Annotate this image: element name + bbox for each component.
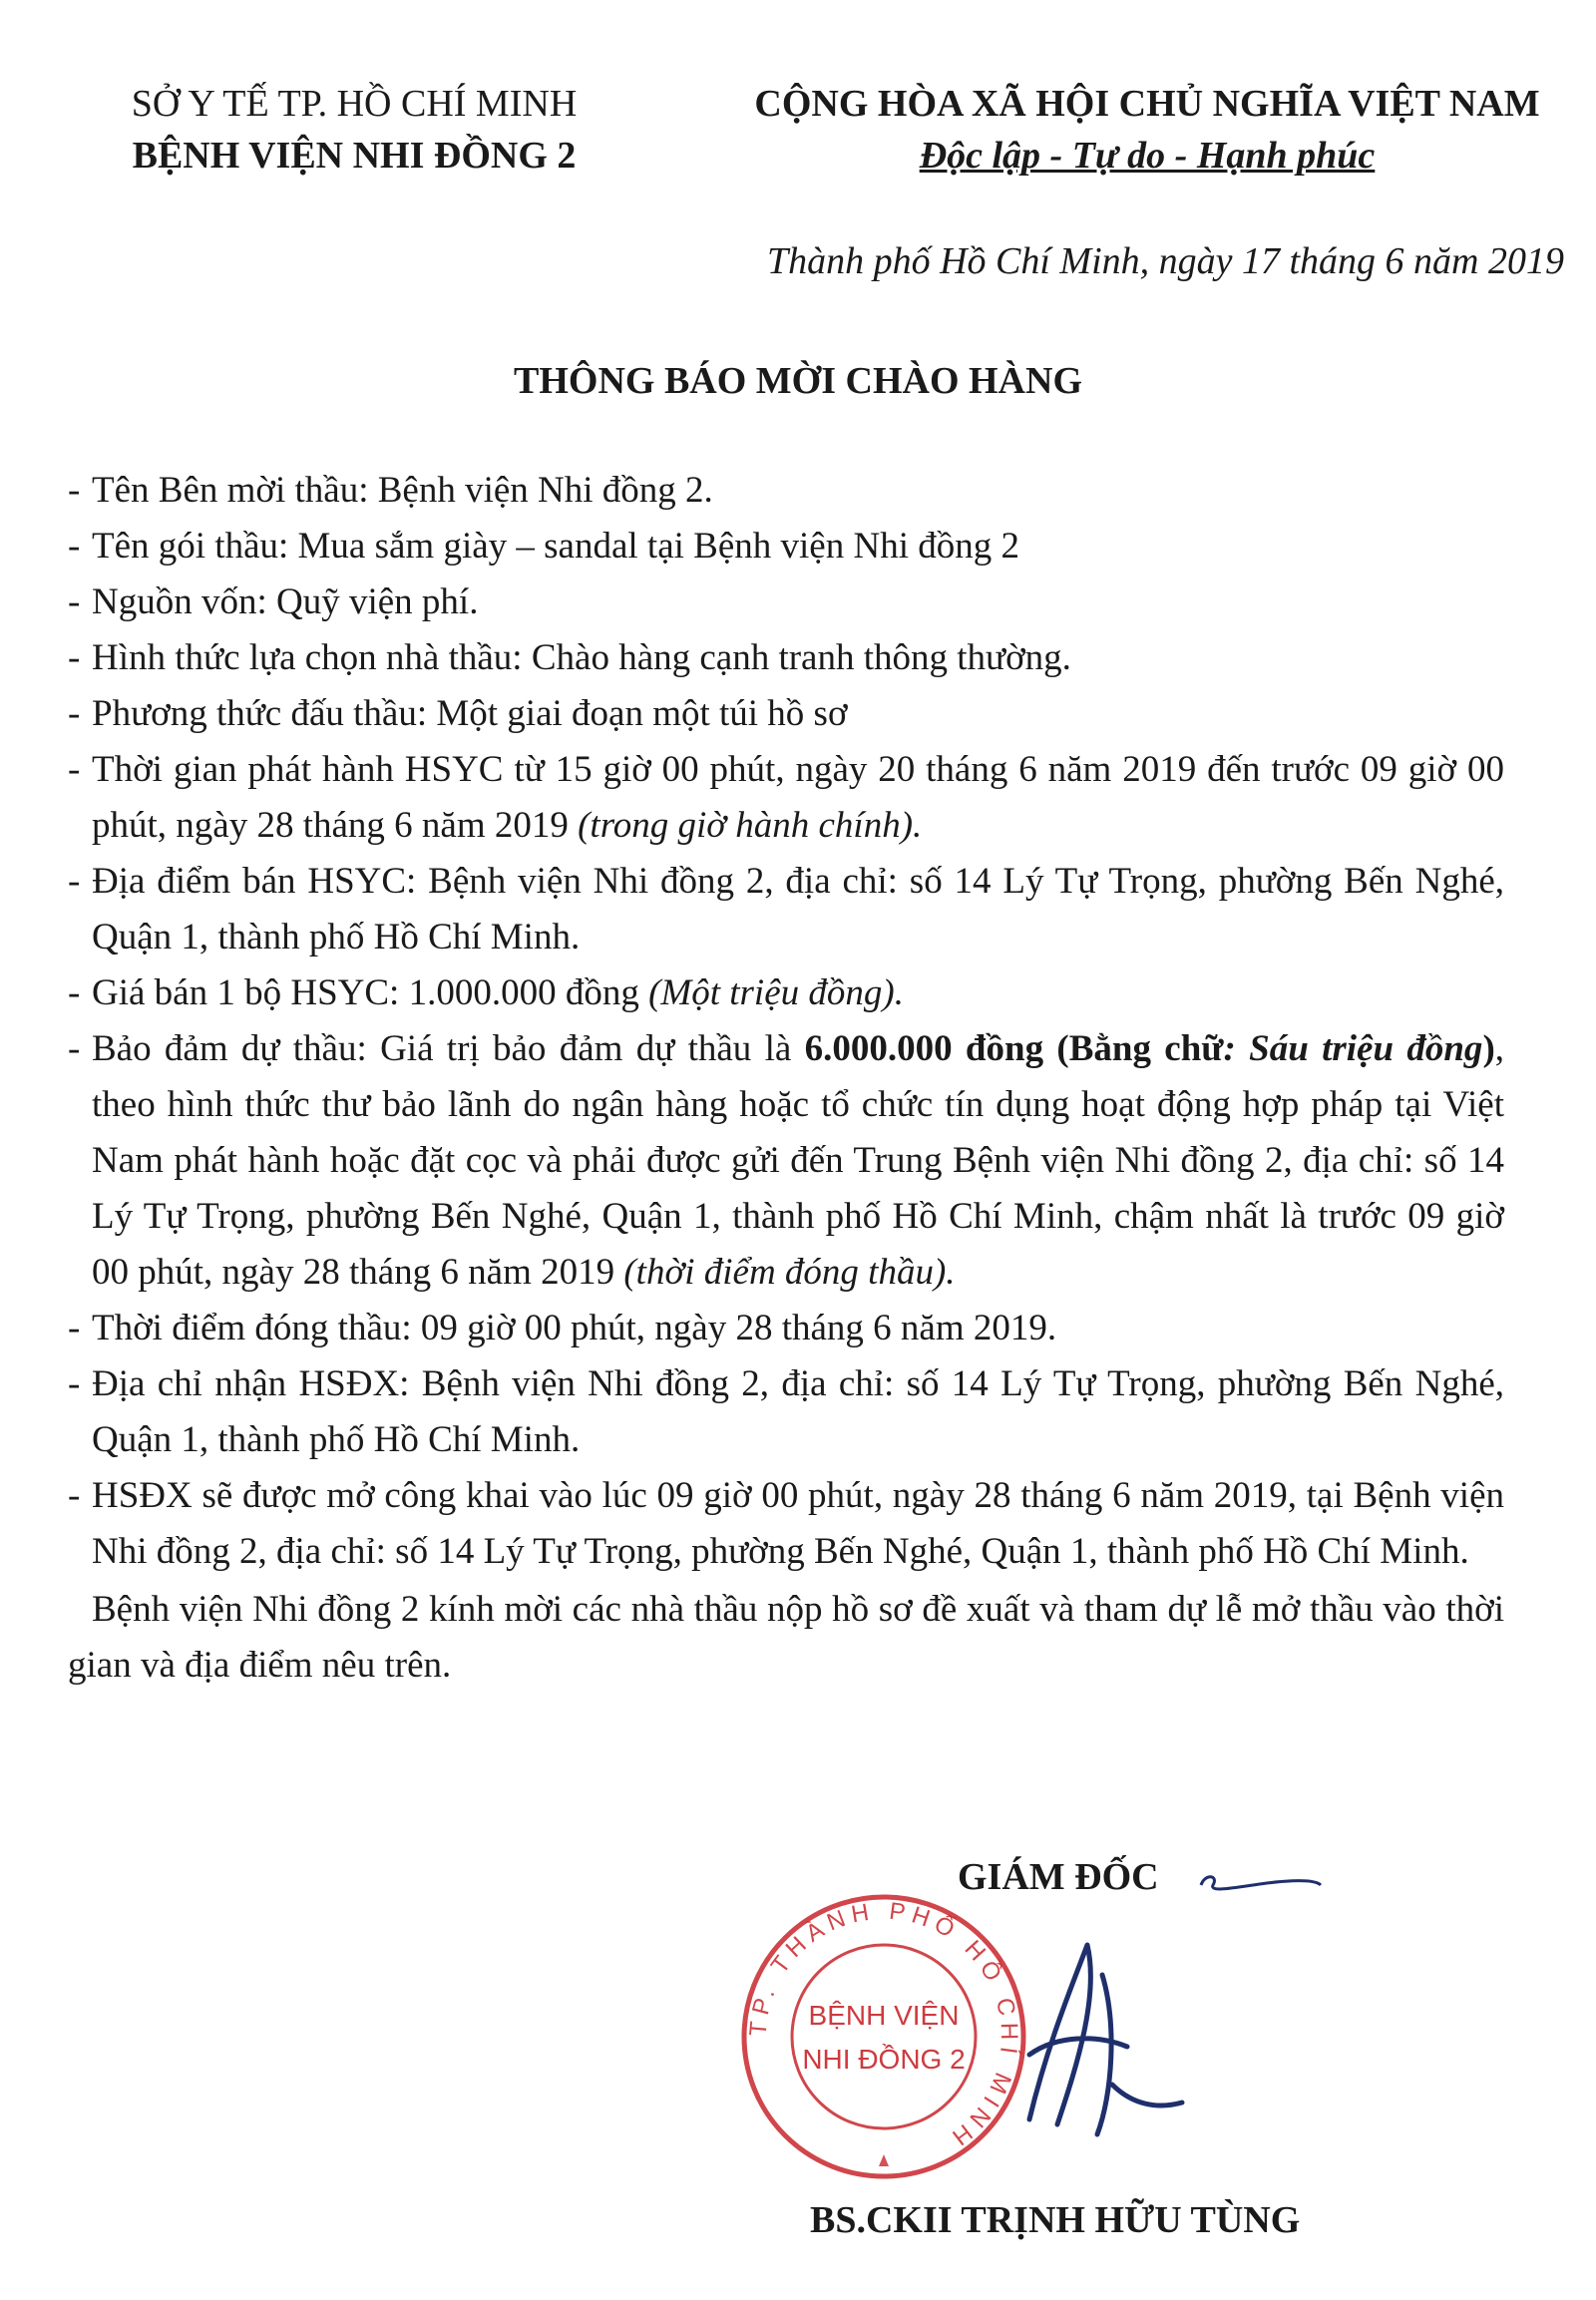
document-title: THÔNG BÁO MỜI CHÀO HÀNG (513, 360, 1083, 402)
list-item: - HSĐX sẽ được mở công khai vào lúc 09 giờ 00 phút, ngày 28 tháng 6 năm 2019, tại Bệnh viện Nhi đồng 2, địa chỉ: số 14 Lý Tự Trọng, phường Bến Nghé, Quận 1, thành phố Hồ Chí Minh. (68, 1475, 1504, 1572)
list-item: - Địa điểm bán HSYC: Bệnh viện Nhi đồng 2, địa chỉ: số 14 Lý Tự Trọng, phường Bến Nghé, Quận 1, thành phố Hồ Chí Minh. (68, 861, 1504, 958)
official-stamp (734, 1887, 1033, 2186)
closing-paragraph: Bệnh viện Nhi đồng 2 kính mời các nhà thầu nộp hồ sơ đề xuất và tham dự lễ mở thầu vào thời gian và địa điểm nêu trên. (68, 1589, 1504, 1686)
list-item: - Thời điểm đóng thầu: 09 giờ 00 phút, ngày 28 tháng 6 năm 2019. (68, 1308, 1057, 1348)
stamp-line2: NHI ĐỒNG 2 (802, 2044, 966, 2075)
list-item: - Hình thức lựa chọn nhà thầu: Chào hàng cạnh tranh thông thường. (68, 637, 1071, 678)
handwritten-signature (1017, 1935, 1187, 2144)
national-motto: Độc lập - Tự do - Hạnh phúc (919, 135, 1376, 177)
document-body (68, 463, 1504, 1694)
list-item-bid-security: - Bảo đảm dự thầu: Giá trị bảo đảm dự thầu là 6.000.000 đồng (Bằng chữ: Sáu triệu đồng), theo hình thức thư bảo lãnh do ngân hàng hoặc tổ chức tín dụng hoạt động hợp pháp tại Việt Nam phát hành hoặc đặt cọc và phải được gửi đến Trung Bệnh viện Nhi đồng 2, địa chỉ: số 14 Lý Tự Trọng, phường Bến Nghé, Quận 1, thành phố Hồ Chí Minh, chậm nhất là trước 09 giờ 00 phút, ngày 28 tháng 6 năm 2019 (thời điểm đóng thầu). (68, 1028, 1505, 1293)
stamp-line1: BỆNH VIỆN (808, 2000, 960, 2031)
initial-flourish (1197, 1863, 1327, 1899)
list-item: - Phương thức đấu thầu: Một giai đoạn một túi hồ sơ (68, 693, 848, 734)
list-item: - Tên gói thầu: Mua sắm giày – sandal tại Bệnh viện Nhi đồng 2 (68, 526, 1019, 567)
national-title: CỘNG HÒA XÃ HỘI CHỦ NGHĨA VIỆT NAM (754, 83, 1540, 125)
issuer-department: SỞ Y TẾ TP. HỒ CHÍ MINH (131, 83, 578, 125)
list-item: - Địa chỉ nhận HSĐX: Bệnh viện Nhi đồng 2, địa chỉ: số 14 Lý Tự Trọng, phường Bến Nghé, Quận 1, thành phố Hồ Chí Minh. (68, 1363, 1504, 1460)
list-item: - Giá bán 1 bộ HSYC: 1.000.000 đồng (Một triệu đồng). (68, 972, 904, 1013)
issuer-header (95, 78, 613, 182)
list-item: - Thời gian phát hành HSYC từ 15 giờ 00 phút, ngày 20 tháng 6 năm 2019 đến trước 09 giờ 00 phút, ngày 28 tháng 6 năm 2019 (trong giờ hành chính). (68, 749, 1504, 846)
list-item: - Tên Bên mời thầu: Bệnh viện Nhi đồng 2. (68, 470, 713, 511)
stamp-ring-text: TP. THÀNH PHỐ HỒ CHÍ MINH (744, 1897, 1023, 2154)
national-header (718, 78, 1576, 182)
date-line: Thành phố Hồ Chí Minh, ngày 17 tháng 6 năm 2019 (766, 240, 1564, 282)
list-item: - Nguồn vốn: Quỹ viện phí. (68, 581, 479, 622)
signatory-name: BS.CKII TRỊNH HỮU TÙNG (810, 2199, 1301, 2241)
issuer-hospital: BỆNH VIỆN NHI ĐỒNG 2 (132, 135, 577, 177)
signatory-title: GIÁM ĐỐC (958, 1856, 1159, 1898)
